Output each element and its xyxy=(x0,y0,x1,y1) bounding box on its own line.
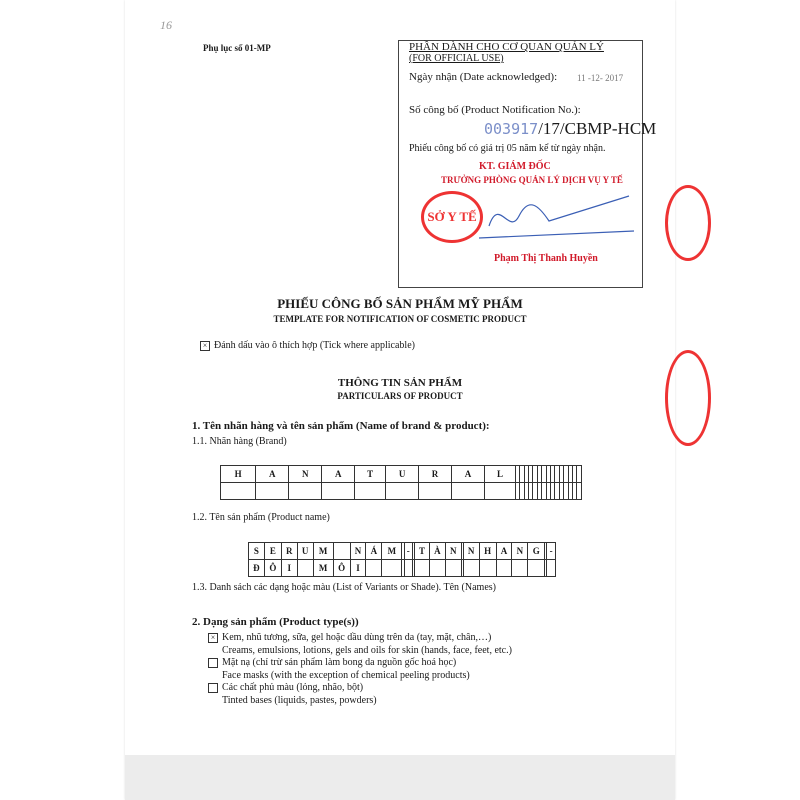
validity-note: Phiếu công bố có giá trị 05 năm kể từ ngày nhận. xyxy=(409,143,606,154)
product-type-option xyxy=(222,682,512,707)
grid-cell: S xyxy=(249,543,265,560)
grid-cell: A xyxy=(452,466,485,483)
grid-cell: N xyxy=(512,543,528,560)
partial-stamp-right xyxy=(665,185,711,261)
tick-example-checkbox: × xyxy=(200,341,210,351)
type-label-vn: Các chất phủ màu (lỏng, nhão, bột) xyxy=(222,682,364,693)
grid-cell xyxy=(429,560,445,577)
grid-cell: I xyxy=(350,560,366,577)
margin-note: 16 xyxy=(160,18,172,32)
grid-cell xyxy=(404,560,412,577)
stamp-text: SỞ Y TẾ xyxy=(427,209,477,224)
grid-cell: N xyxy=(445,543,461,560)
grid-cell xyxy=(512,560,528,577)
document-title: PHIẾU CÔNG BỐ SẢN PHẨM MỸ PHẨM xyxy=(277,296,523,311)
date-value: 11 -12- 2017 xyxy=(577,73,624,83)
grid-cell xyxy=(577,483,582,500)
grid-cell xyxy=(577,466,582,483)
grid-cell: Ô xyxy=(264,560,281,577)
grid-cell xyxy=(496,560,512,577)
grid-cell xyxy=(547,560,556,577)
label-variants: 1.3. Danh sách các dạng hoặc màu (List of Variants or Shade). Tên (Names) xyxy=(192,582,496,593)
grid-cell: U xyxy=(386,466,419,483)
signer-role: KT. GIÁM ĐỐC xyxy=(479,161,551,172)
grid-cell xyxy=(386,483,419,500)
grid-cell xyxy=(256,483,289,500)
grid-cell: N xyxy=(463,543,479,560)
grid-cell xyxy=(463,560,479,577)
grid-cell xyxy=(297,560,313,577)
product-type-option xyxy=(222,657,512,682)
signature-icon xyxy=(469,186,639,246)
page-bottom-margin xyxy=(125,755,675,800)
label-product-name: 1.2. Tên sản phẩm (Product name) xyxy=(192,512,330,523)
grid-cell: M xyxy=(313,543,333,560)
grid-cell xyxy=(221,483,256,500)
label-brand: 1.1. Nhãn hàng (Brand) xyxy=(192,436,287,447)
grid-cell xyxy=(322,483,355,500)
signer-name: Phạm Thị Thanh Huyền xyxy=(494,253,598,264)
grid-cell: H xyxy=(479,543,496,560)
grid-cell xyxy=(485,483,516,500)
grid-cell: R xyxy=(419,466,452,483)
grid-cell: G xyxy=(528,543,545,560)
grid-cell xyxy=(445,560,461,577)
document-subtitle: TEMPLATE FOR NOTIFICATION OF COSMETIC PRODUCT xyxy=(273,314,527,324)
signer-department: TRƯỞNG PHÒNG QUẢN LÝ DỊCH VỤ Y TẾ xyxy=(441,175,623,185)
grid-cell xyxy=(419,483,452,500)
grid-cell: A xyxy=(496,543,512,560)
product-name-grid xyxy=(248,542,556,577)
grid-cell: H xyxy=(221,466,256,483)
grid-cell xyxy=(382,560,402,577)
section-subtitle: PARTICULARS OF PRODUCT xyxy=(337,391,463,401)
grid-cell xyxy=(415,560,430,577)
grid-cell xyxy=(355,483,386,500)
product-type-checkbox[interactable] xyxy=(208,683,218,693)
notification-number: 003917 xyxy=(484,120,539,138)
grid-cell: N xyxy=(289,466,322,483)
grid-cell: À xyxy=(429,543,445,560)
type-label-vn: Kem, nhũ tương, sữa, gel hoặc dầu dùng trên da (tay, mặt, chân,…) xyxy=(222,632,492,643)
grid-cell: Đ xyxy=(249,560,265,577)
grid-cell: - xyxy=(404,543,412,560)
grid-cell: Á xyxy=(366,543,382,560)
heading-name-brand: 1. Tên nhãn hàng và tên sản phẩm (Name of brand & product): xyxy=(192,420,490,432)
grid-cell: Ô xyxy=(333,560,350,577)
heading-product-type: 2. Dạng sản phẩm (Product type(s)) xyxy=(192,616,359,628)
grid-cell: U xyxy=(297,543,313,560)
brand-grid xyxy=(220,465,582,500)
grid-cell xyxy=(452,483,485,500)
grid-cell: R xyxy=(281,543,297,560)
type-label-vn: Mặt nạ (chỉ trừ sản phẩm làm bong da nguồn gốc hoá học) xyxy=(222,657,457,668)
grid-cell xyxy=(333,543,350,560)
official-title: PHẦN DÀNH CHO CƠ QUAN QUẢN LÝ xyxy=(409,41,604,53)
type-label-en: Face masks (with the exception of chemical peeling products) xyxy=(222,669,470,681)
tick-note: Đánh dấu vào ô thích hợp (Tick where applicable) xyxy=(214,340,415,351)
type-label-en: Creams, emulsions, lotions, gels and oils for skin (hands, face, feet, etc.) xyxy=(222,644,512,656)
grid-cell: I xyxy=(281,560,297,577)
product-type-option xyxy=(210,632,512,657)
grid-cell: T xyxy=(355,466,386,483)
grid-cell xyxy=(479,560,496,577)
grid-cell: A xyxy=(322,466,355,483)
official-use-box xyxy=(398,40,657,288)
grid-cell: L xyxy=(485,466,516,483)
product-type-checkbox[interactable]: × xyxy=(208,633,218,643)
product-type-list xyxy=(210,632,512,707)
grid-cell: - xyxy=(547,543,556,560)
notification-no-label: Số công bố (Product Notification No.): xyxy=(409,104,581,116)
notification-suffix: /17/CBMP-HCM xyxy=(538,119,657,138)
date-label: Ngày nhận (Date acknowledged): xyxy=(409,71,558,83)
section-title: THÔNG TIN SẢN PHẨM xyxy=(337,377,463,389)
annex-label: Phụ lục số 01-MP xyxy=(203,43,271,53)
grid-cell: N xyxy=(350,543,366,560)
grid-cell: A xyxy=(256,466,289,483)
grid-cell: M xyxy=(313,560,333,577)
product-type-checkbox[interactable] xyxy=(208,658,218,668)
grid-cell xyxy=(366,560,382,577)
grid-cell xyxy=(528,560,545,577)
type-label-en: Tinted bases (liquids, pastes, powders) xyxy=(222,694,377,706)
grid-cell: M xyxy=(382,543,402,560)
grid-cell xyxy=(289,483,322,500)
grid-cell: E xyxy=(264,543,281,560)
grid-cell: T xyxy=(415,543,430,560)
official-subtitle: (FOR OFFICIAL USE) xyxy=(409,53,504,64)
